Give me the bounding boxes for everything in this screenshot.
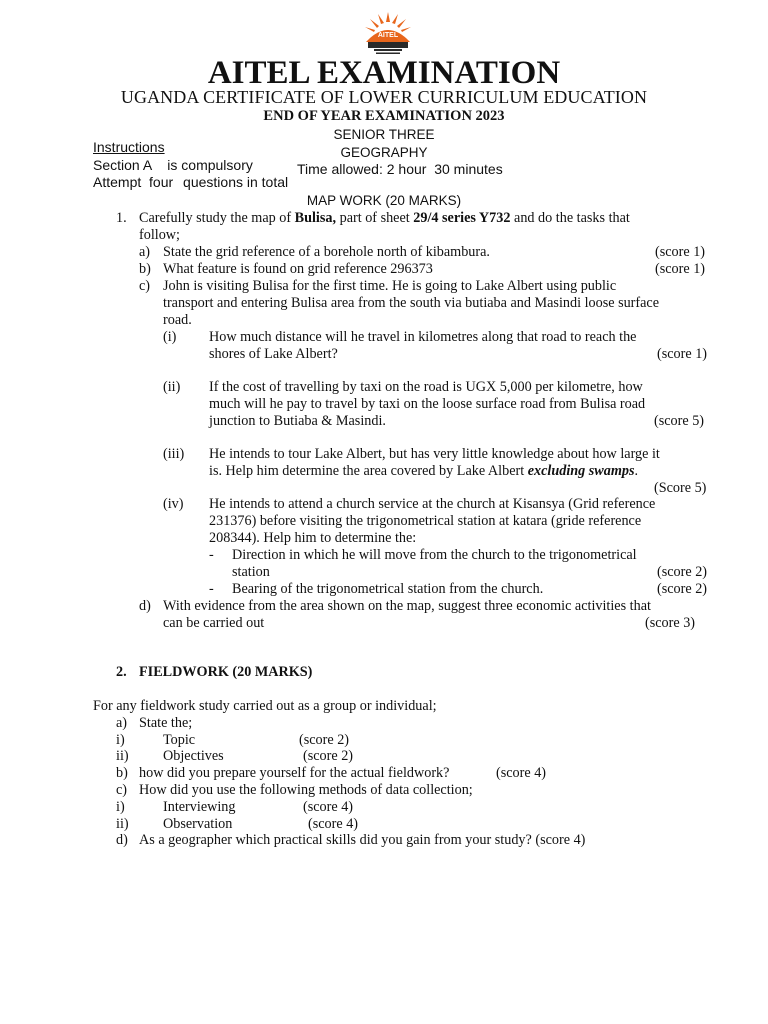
q1c-iv-label: (iv) [163,496,184,512]
instructions-heading: Instructions [93,139,165,155]
q2-title: FIELDWORK (20 MARKS) [139,664,313,680]
q1c-iii-line1: He intends to tour Lake Albert, but has very little knowledge about how large it [209,446,660,462]
class-label: SENIOR THREE [333,127,435,142]
q2a-ii-text: Objectives [163,748,224,764]
q1c-iv-line1: He intends to attend a church service at the church at Kisansya (Grid reference [209,496,656,512]
q2c-i-text: Interviewing [163,799,236,815]
q1d-label: d) [139,598,151,614]
exam-subtitle: UGANDA CERTIFICATE OF LOWER CURRICULUM EDUCATION [120,87,648,107]
q1b-text: What feature is found on grid reference 296373 [163,261,433,277]
q2-number: 2. [116,664,127,680]
q1a-label: a) [139,244,151,260]
q2c-text: How did you use the following methods of data collection; [139,782,473,798]
subject-label: GEOGRAPHY [340,145,428,160]
q1c-label: c) [139,278,151,294]
q1c-iv-dash1: - [209,547,214,563]
q2b-label: b) [116,765,128,781]
q2c-label: c) [116,782,128,798]
q1c-line3: road. [163,312,192,328]
q1c-iv-direction: Direction in which he will move from the church to the trigonometrical [232,547,637,563]
q2a-i-score: (score 2) [299,732,350,748]
q1c-i-label: (i) [163,329,177,345]
q1c-ii-line3: junction to Butiaba & Masindi. [209,413,386,429]
instructions-section: Section A [93,157,152,173]
q2c-ii-score: (score 4) [308,816,359,832]
q1c-i-line1: How much distance will he travel in kilometres along that road to reach the [209,329,637,345]
aitel-logo [360,8,416,56]
q1a-score: (score 1) [655,244,706,260]
q1d-line1: With evidence from the area shown on the map, suggest three economic activities that [163,598,651,614]
q1c-iv-bearing: Bearing of the trigonometrical station from the church. [232,581,544,597]
q1d-line2: can be carried out [163,615,265,631]
logo-text: AITEL [377,32,399,39]
q2d-label: d) [116,832,128,848]
exam-name: END OF YEAR EXAMINATION 2023 [263,108,505,124]
q1c-line1: John is visiting Bulisa for the first time. He is going to Lake Albert using public [163,278,617,294]
q2c-ii-label: ii) [116,816,129,832]
q1-number: 1. [116,210,127,226]
q1c-ii-score: (score 5) [654,413,705,429]
q2a-ii-label: ii) [116,748,129,764]
time-allowed: Time allowed: 2 hour 30 minutes [297,161,503,177]
q2b-score: (score 4) [496,765,547,781]
q1c-iii-line2: is. Help him determine the area covered by Lake Albert excluding swamps. [209,463,639,479]
q2c-i-label: i) [116,799,125,815]
q1-intro-cont: follow; [139,227,180,243]
q2b-text: how did you prepare yourself for the actual fieldwork? [139,765,450,781]
exam-title: AITEL EXAMINATION [207,55,561,91]
q1c-line2: transport and entering Bulisa area from the south via butiaba and Masindi loose surface [163,295,660,311]
q1c-i-score: (score 1) [657,346,708,362]
q2c-i-score: (score 4) [303,799,354,815]
q2a-i-label: i) [116,732,125,748]
q2a-text: State the; [139,715,193,731]
q1-intro: Carefully study the map of Bulisa, part of sheet 29/4 series Y732 and do the tasks that [139,210,630,226]
q2a-ii-score: (score 2) [303,748,354,764]
q1c-iv-dash2: - [209,581,214,597]
q1c-i-line2: shores of Lake Albert? [209,346,338,362]
q1c-iv-line3: 208344). Help him to determine the: [209,530,417,546]
q1b-score: (score 1) [655,261,706,277]
q1d-score: (score 3) [645,615,696,631]
q1c-ii-line1: If the cost of travelling by taxi on the road is UGX 5,000 per kilometre, how [209,379,643,395]
q2-intro: For any fieldwork study carried out as a group or individual; [93,698,437,714]
instructions-line2: Attempt four questions in total [93,174,289,190]
q1b-label: b) [139,261,151,277]
instructions-compulsory: is compulsory [167,157,253,173]
q1c-iii-score: (Score 5) [654,480,707,496]
q2c-ii-text: Observation [163,816,233,832]
section-title: MAP WORK (20 MARKS) [306,193,462,208]
q1c-iv-line2: 231376) before visiting the trigonometrical station at katara (gride reference [209,513,642,529]
q2d-text: As a geographer which practical skills did you gain from your study? (score 4) [139,832,586,848]
q2a-i-text: Topic [163,732,196,748]
q1c-ii-label: (ii) [163,379,181,395]
q1a-text: State the grid reference of a borehole north of kibambura. [163,244,490,260]
q1c-iv-bearing-score: (score 2) [657,581,708,597]
q1c-iv-direction-cont: station [232,564,270,580]
q1c-iii-label: (iii) [163,446,185,462]
instructions-line1 [93,157,253,174]
q2a-label: a) [116,715,128,731]
q1c-ii-line2: much will he pay to travel by taxi on the loose surface road from Bulisa road [209,396,646,412]
q1c-iv-direction-score: (score 2) [657,564,708,580]
